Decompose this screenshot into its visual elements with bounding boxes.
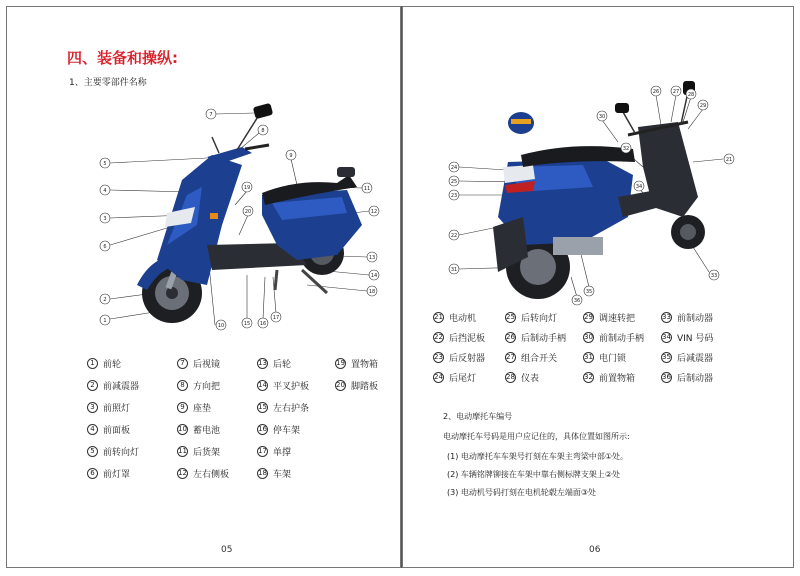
page-number: 06 xyxy=(589,545,601,555)
callout-33 xyxy=(709,270,719,280)
legend-label: 组合开关 xyxy=(521,354,558,364)
parts-legend-right xyxy=(433,311,753,391)
svg-text:16: 16 xyxy=(259,321,267,327)
svg-text:8: 8 xyxy=(261,128,265,134)
legend-number: 26 xyxy=(506,333,515,341)
legend-label: 调速转把 xyxy=(599,314,636,324)
parts-legend-left xyxy=(87,357,387,480)
registration-item: (2) 车辆铭牌铆接在车架中靠右侧标牌支架上②处 xyxy=(447,470,621,479)
callout-15 xyxy=(242,318,252,328)
legend-item xyxy=(583,371,635,384)
legend-item xyxy=(505,371,539,384)
legend-number: 5 xyxy=(87,446,98,457)
svg-text:28: 28 xyxy=(687,92,695,98)
callout-12 xyxy=(369,206,379,216)
legend-number: 24 xyxy=(434,373,443,381)
svg-text:11: 11 xyxy=(363,186,371,192)
legend-item xyxy=(661,331,713,344)
legend-item xyxy=(335,379,378,392)
legend-label: 前轮 xyxy=(103,360,122,370)
legend-label: 电门锁 xyxy=(599,354,627,364)
legend-number: 22 xyxy=(434,333,443,341)
legend-item xyxy=(661,351,713,364)
svg-text:15: 15 xyxy=(243,321,251,327)
callout-19 xyxy=(242,182,252,192)
legend-item xyxy=(433,351,485,364)
svg-text:2: 2 xyxy=(103,297,107,303)
legend-item xyxy=(87,357,121,370)
legend-number: 10 xyxy=(178,425,187,433)
callout-17 xyxy=(271,312,281,322)
legend-number: 7 xyxy=(177,358,188,369)
legend-item xyxy=(87,379,139,392)
legend-item xyxy=(257,467,291,480)
legend-item xyxy=(661,311,713,324)
legend-label: 后尾灯 xyxy=(449,374,477,384)
callout-35 xyxy=(584,286,594,296)
registration-item: (1) 电动摩托车车架号打刻在车架主弯梁中部①处。 xyxy=(447,452,629,461)
legend-item xyxy=(583,351,626,364)
callout-6 xyxy=(100,241,110,251)
callout-9 xyxy=(286,150,296,160)
svg-text:21: 21 xyxy=(725,157,733,163)
legend-label: 车架 xyxy=(273,470,292,480)
svg-text:35: 35 xyxy=(585,289,593,295)
registration-intro: 电动摩托车号码是用户应记住的，具体位置如图所示: xyxy=(443,432,630,441)
legend-label: 后制动器 xyxy=(677,374,714,384)
callout-2 xyxy=(100,294,110,304)
parts-subheading: 1、主要零部件名称 xyxy=(69,78,147,88)
legend-number: 33 xyxy=(662,313,671,321)
legend-label: 后视镜 xyxy=(193,360,221,370)
legend-label: 前面板 xyxy=(103,426,131,436)
legend-item xyxy=(661,371,713,384)
legend-label: 座垫 xyxy=(193,404,212,414)
legend-label: 后减震器 xyxy=(677,354,714,364)
svg-text:22: 22 xyxy=(450,233,458,239)
legend-item xyxy=(505,351,557,364)
svg-text:1: 1 xyxy=(103,318,107,324)
legend-label: 后轮 xyxy=(273,360,292,370)
legend-number: 4 xyxy=(87,424,98,435)
registration-title: 2、电动摩托车编号 xyxy=(443,412,513,421)
legend-label: 单撑 xyxy=(273,448,292,458)
callout-25 xyxy=(449,176,459,186)
svg-text:26: 26 xyxy=(652,89,660,95)
legend-label: 前灯罩 xyxy=(103,470,131,480)
callout-28 xyxy=(686,89,696,99)
callout-36 xyxy=(572,295,582,305)
legend-label: 前转向灯 xyxy=(103,448,140,458)
legend-label: 左右护条 xyxy=(273,404,310,414)
legend-item xyxy=(177,401,211,414)
svg-text:34: 34 xyxy=(635,184,643,190)
legend-label: 平叉护板 xyxy=(273,382,310,392)
legend-number: 15 xyxy=(258,403,267,411)
callout-3 xyxy=(100,213,110,223)
legend-label: 蓄电池 xyxy=(193,426,221,436)
legend-number: 17 xyxy=(258,447,267,455)
callout-24 xyxy=(449,162,459,172)
callout-26 xyxy=(651,86,661,96)
svg-text:7: 7 xyxy=(209,112,213,118)
svg-text:36: 36 xyxy=(573,298,581,304)
svg-text:4: 4 xyxy=(103,188,107,194)
legend-label: 电动机 xyxy=(449,314,477,324)
callout-20 xyxy=(243,206,253,216)
legend-label: 前照灯 xyxy=(103,404,131,414)
scooter-side-diagram xyxy=(7,95,402,345)
svg-text:13: 13 xyxy=(368,255,376,261)
legend-number: 32 xyxy=(584,373,593,381)
legend-number: 2 xyxy=(87,380,98,391)
callout-27 xyxy=(671,86,681,96)
legend-label: 前减震器 xyxy=(103,382,140,392)
callout-29 xyxy=(698,100,708,110)
legend-item xyxy=(433,371,476,384)
callout-16 xyxy=(258,318,268,328)
legend-item xyxy=(177,423,220,436)
legend-item xyxy=(505,311,557,324)
callout-30 xyxy=(597,111,607,121)
svg-text:31: 31 xyxy=(450,267,458,273)
legend-number: 13 xyxy=(258,359,267,367)
legend-label: 置物箱 xyxy=(351,360,379,370)
callout-5 xyxy=(100,158,110,168)
right-page xyxy=(402,6,794,568)
legend-label: 前制动手柄 xyxy=(599,334,645,344)
scooter-rear-diagram xyxy=(403,67,795,307)
svg-text:33: 33 xyxy=(710,273,718,279)
callout-8 xyxy=(258,125,268,135)
legend-number: 14 xyxy=(258,381,267,389)
callout-14 xyxy=(369,270,379,280)
legend-item xyxy=(583,331,644,344)
page-number: 05 xyxy=(221,545,233,555)
legend-item xyxy=(87,445,139,458)
legend-label: VIN 号码 xyxy=(677,334,714,344)
svg-text:23: 23 xyxy=(450,193,458,199)
svg-text:9: 9 xyxy=(289,153,293,159)
legend-number: 3 xyxy=(87,402,98,413)
legend-item xyxy=(177,467,229,480)
legend-item xyxy=(583,311,635,324)
legend-item xyxy=(257,357,291,370)
svg-text:14: 14 xyxy=(370,273,378,279)
legend-number: 11 xyxy=(178,447,187,455)
callout-21 xyxy=(724,154,734,164)
svg-text:27: 27 xyxy=(672,89,680,95)
section-title: 四、装备和操纵: xyxy=(67,49,178,67)
legend-number: 21 xyxy=(434,313,443,321)
callout-23 xyxy=(449,190,459,200)
legend-label: 左右侧板 xyxy=(193,470,230,480)
legend-item xyxy=(335,357,378,370)
legend-number: 6 xyxy=(87,468,98,479)
legend-number: 19 xyxy=(336,359,345,367)
legend-number: 28 xyxy=(506,373,515,381)
legend-number: 36 xyxy=(662,373,671,381)
legend-item xyxy=(257,445,291,458)
legend-item xyxy=(87,467,130,480)
svg-text:3: 3 xyxy=(103,216,107,222)
legend-number: 34 xyxy=(662,333,671,341)
svg-text:18: 18 xyxy=(368,289,376,295)
legend-label: 脚踏板 xyxy=(351,382,379,392)
legend-number: 20 xyxy=(336,381,345,389)
legend-number: 31 xyxy=(584,353,593,361)
svg-text:25: 25 xyxy=(450,179,458,185)
svg-text:12: 12 xyxy=(370,209,378,215)
legend-number: 27 xyxy=(506,353,515,361)
legend-item xyxy=(177,357,220,370)
callout-7 xyxy=(206,109,216,119)
svg-text:5: 5 xyxy=(103,161,107,167)
legend-number: 18 xyxy=(258,469,267,477)
svg-text:17: 17 xyxy=(272,315,280,321)
callout-18 xyxy=(367,286,377,296)
callout-11 xyxy=(362,183,372,193)
callout-1 xyxy=(100,315,110,325)
legend-label: 后挡泥板 xyxy=(449,334,486,344)
legend-label: 前置物箱 xyxy=(599,374,636,384)
legend-label: 方向把 xyxy=(193,382,221,392)
callout-31 xyxy=(449,264,459,274)
svg-text:6: 6 xyxy=(103,244,107,250)
legend-number: 16 xyxy=(258,425,267,433)
callout-22 xyxy=(449,230,459,240)
registration-item: (3) 电动机号码打刻在电机轮毂左端面③处 xyxy=(447,488,597,497)
legend-label: 后货架 xyxy=(193,448,221,458)
callout-32 xyxy=(621,143,631,153)
svg-text:32: 32 xyxy=(622,146,630,152)
legend-label: 后反射器 xyxy=(449,354,486,364)
callout-10 xyxy=(216,320,226,330)
legend-item xyxy=(87,423,130,436)
svg-text:10: 10 xyxy=(217,323,225,329)
legend-number: 25 xyxy=(506,313,515,321)
legend-label: 仪表 xyxy=(521,374,540,384)
legend-item xyxy=(257,401,309,414)
left-page xyxy=(6,6,401,568)
legend-number: 12 xyxy=(178,469,187,477)
svg-text:30: 30 xyxy=(598,114,606,120)
legend-item xyxy=(87,401,130,414)
legend-item xyxy=(433,331,485,344)
legend-number: 35 xyxy=(662,353,671,361)
legend-label: 后转向灯 xyxy=(521,314,558,324)
legend-number: 1 xyxy=(87,358,98,369)
svg-text:29: 29 xyxy=(699,103,707,109)
legend-label: 停车架 xyxy=(273,426,301,436)
legend-item xyxy=(177,445,220,458)
legend-label: 后制动手柄 xyxy=(521,334,567,344)
legend-item xyxy=(257,423,300,436)
legend-number: 23 xyxy=(434,353,443,361)
legend-label: 前制动器 xyxy=(677,314,714,324)
callout-34 xyxy=(634,181,644,191)
legend-number: 8 xyxy=(177,380,188,391)
svg-text:19: 19 xyxy=(243,185,251,191)
svg-text:24: 24 xyxy=(450,165,458,171)
legend-number: 30 xyxy=(584,333,593,341)
legend-number: 9 xyxy=(177,402,188,413)
legend-item xyxy=(257,379,309,392)
svg-text:20: 20 xyxy=(244,209,252,215)
legend-item xyxy=(177,379,220,392)
legend-item xyxy=(505,331,566,344)
callout-4 xyxy=(100,185,110,195)
legend-number: 29 xyxy=(584,313,593,321)
legend-item xyxy=(433,311,476,324)
callout-13 xyxy=(367,252,377,262)
